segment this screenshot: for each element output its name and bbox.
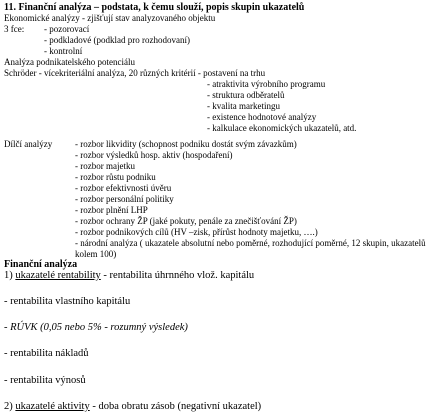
fa-row-number: 1) [4,270,16,281]
dilci-item: - rozbor růstu podniku [75,172,156,182]
dilci-item: kolem 100) [75,249,117,259]
fa-heading: Finanční analýza [4,259,78,270]
criteria-item: - kvalita marketingu [207,101,280,111]
fa-row-aktivita [4,402,261,413]
fa-row-title: ukazatelé rentability [15,270,101,281]
fa-row: - rentabilita výnosů [4,375,86,386]
fce-item: - pozorovací [44,24,90,34]
criteria-item: - atraktivita výrobního programu [207,79,326,89]
dilci-label: Dílčí analýzy [4,139,53,149]
dilci-item: - rozbor majetku [75,161,135,171]
document-heading: 11. Finanční analýza – podstata, k čemu slouží, popis skupin ukazatelů [4,2,305,13]
dilci-item: - národní analýza ( ukazatele absolutní nebo poměrné, rozhodující poměrné, 12 skupin, ukazatelů [75,238,426,248]
dilci-item: - rozbor efektivnosti úvěru [75,183,172,193]
potencial-line: Analýza podnikatelského potenciálu [4,57,135,67]
fa-row-text: - doba obratu zásob (negativní ukazatel) [89,401,262,412]
fa-row: - rentabilita nákladů [4,348,89,359]
fa-row-rentabilita [4,271,254,282]
dilci-item: - rozbor likvidity (schopnost podniku dostát svým závazkům) [75,139,297,149]
fce-item: - podkladové (podklad pro rozhodovaní) [44,35,190,45]
fa-row: - RÚVK (0,05 nebo 5% - rozumný výsledek) [4,322,188,333]
intro-line: Ekonomické analýzy - zjišťují stav analyzovaného objektu [4,13,216,23]
fce-label: 3 fce: [4,24,25,34]
fa-row-title: ukazatelé aktivity [15,401,90,412]
criteria-item: - kalkulace ekonomických ukazatelů, atd. [207,123,357,133]
dilci-item: - rozbor ochrany ŽP (jaké pokuty, penále za znečišťování ŽP) [75,216,297,226]
dilci-item: - rozbor personální politiky [75,194,174,204]
fa-row: - rentabilita vlastního kapitálu [4,296,131,307]
schroder-line: Schröder - vícekriteriální analýza, 20 různých kritérií - postavení na trhu [4,68,266,78]
criteria-item: - existence hodnotové analýzy [207,112,317,122]
fa-row-text: - rentabilita úhrnného vlož. kapitálu [100,270,255,281]
dilci-item: - rozbor plnění LHP [75,205,148,215]
fce-item: - kontrolní [44,46,83,56]
dilci-item: - rozbor podnikových cílů (HV –zisk, přírůst hodnoty majetku, ….) [75,227,318,237]
dilci-item: - rozbor výsledků hosp. aktiv (hospodaření) [75,150,233,160]
fa-row-number: 2) [4,401,16,412]
criteria-item: - struktura odběratelů [207,90,285,100]
